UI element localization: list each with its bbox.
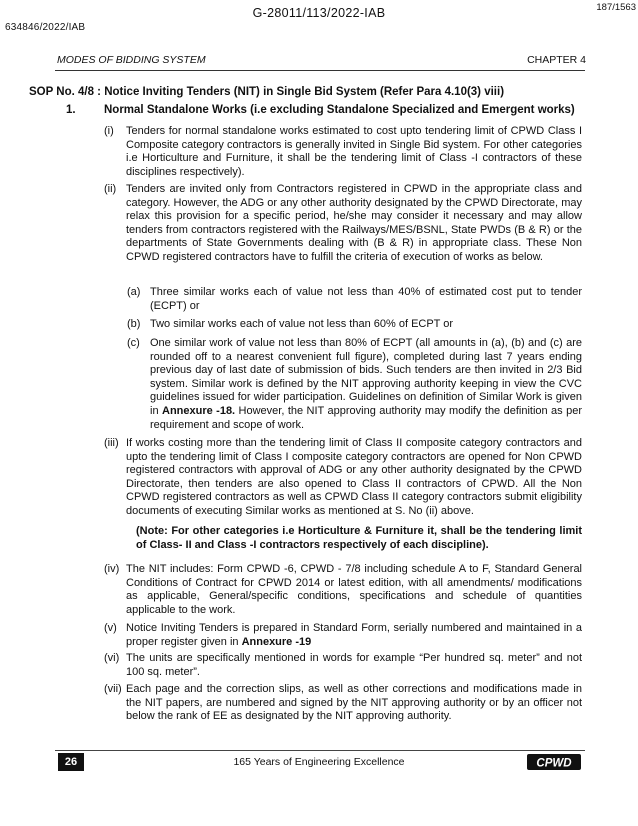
clause-v	[104, 622, 582, 649]
annexure-19-ref: Annexure -19	[241, 635, 312, 648]
subclause-c	[127, 337, 582, 432]
clause-i	[104, 125, 582, 179]
annexure-18-ref: Annexure -18.	[162, 404, 236, 417]
clause-text: Each page and the correction slips, as well as other corrections and modifications made in the NIT papers, are numbered and signed by the NIT approving authority or by an officer not below the rank of EE as designated by the NIT approving authority.	[126, 683, 582, 723]
clause-marker: (ii)	[104, 183, 117, 195]
clause-marker: (vii)	[104, 683, 122, 695]
subclause-marker: (a)	[127, 286, 141, 298]
note-text: (Note: For other categories i.e Horticulture & Furniture it, shall be the tendering limit of Class- II and Class -I contractors respectively of each discipline).	[136, 525, 582, 551]
cpwd-logo-text: CPWD	[536, 757, 572, 770]
cpwd-logo	[526, 753, 582, 771]
section-heading	[66, 104, 575, 116]
running-header-title: MODES OF BIDDING SYSTEM	[57, 54, 206, 66]
footer-tagline: 165 Years of Engineering Excellence	[233, 756, 405, 768]
file-stamp-top: G-28011/113/2022-IAB	[252, 6, 386, 20]
clause-vi	[104, 652, 582, 679]
subclause-b	[127, 318, 582, 332]
clause-text	[126, 622, 582, 649]
clause-marker: (vi)	[104, 652, 120, 664]
subclause-text: Two similar works each of value not less than 60% of ECPT or	[150, 318, 454, 330]
subclause-text-part: However, the NIT approving authority may modify the definition as per requirement and scope of work.	[150, 404, 583, 431]
clause-iv	[104, 563, 582, 617]
page-number: 26	[58, 753, 84, 771]
clause-text: The NIT includes: Form CPWD -6, CPWD - 7/8 including schedule A to F, Standard General Conditions of Contract for CPWD 2014 or latest edition, with all amendments/ modifications as applicable, General/specific conditions, specifications and schedule of quantities applicable to the work.	[126, 563, 582, 616]
clause-marker: (i)	[104, 125, 114, 137]
subclause-text	[150, 337, 582, 432]
subclause-marker: (c)	[127, 337, 140, 349]
running-header-chapter: CHAPTER 4	[527, 54, 586, 66]
section-number: 1.	[66, 104, 76, 116]
clause-vii	[104, 683, 582, 724]
subclause-a	[127, 286, 582, 313]
sop-title: SOP No. 4/8 : Notice Inviting Tenders (NIT) in Single Bid System (Refer Para 4.10(3) viii)	[29, 86, 505, 98]
clause-text: Tenders for normal standalone works estimated to cost upto tendering limit of CPWD Class I Composite category contractors is generally invited in Single Bid system. For other categories i.e Horticulture and Furniture, it shall be the tendering limit of Class -I contractors of these disciplines respectively).	[126, 125, 582, 178]
header-rule	[55, 70, 585, 71]
clause-iii	[104, 437, 582, 519]
cpwd-logo-mark	[526, 753, 582, 771]
clause-text-part: Notice Inviting Tenders is prepared in Standard Form, serially numbered and maintained in a proper register given in	[126, 622, 582, 648]
clause-text: Tenders are invited only from Contractors registered in CPWD in the appropriate class and category. However, the ADG or any other authority designated by the CPWD Directorate, may relax this provision for a specific period, he/she may consider it necessary and may allow tenders from contractors registered with the Railways/MES/BSNL, State PWDs (B & R) or the departments of State Governments dealing with (B & R) in appropriate class. These Non CPWD registered contractors have to fulfill the criteria of execution of works as below.	[126, 183, 582, 263]
clause-marker: (iv)	[104, 563, 120, 575]
subclause-marker: (b)	[127, 318, 141, 330]
clause-ii	[104, 183, 582, 265]
clause-marker: (v)	[104, 622, 117, 634]
section-title: Normal Standalone Works (i.e excluding Standalone Specialized and Emergent works)	[104, 104, 575, 116]
clause-text: If works costing more than the tendering limit of Class II composite category contractors and upto the tendering limit of Class I composite category contractors are opened for Non CPWD registered contractors with approval of ADG or any other authority designated by the CPWD Directorate, then tenders are also opened to Class II contractors of CPWD. All the Non CPWD registered contractors as well as CPWD Class II category contractors submit eligibility documents of executing Similar works as mentioned at S. No (ii) above.	[126, 437, 582, 517]
subclause-text: Three similar works each of value not less than 40% of estimated cost put to tender (ECPT) or	[150, 286, 582, 312]
clause-marker: (iii)	[104, 437, 119, 449]
footer-rule	[55, 750, 585, 751]
page-counter: 187/1563	[596, 2, 636, 13]
subclause-text-part: One similar work of value not less than 80% of ECPT (all amounts in (a), (b) and (c) are rounded off to a nearest convenient full figure), completed during last 7 years ending previous day of last date of submission of bids. Such tenders are then invited in 2/3 Bid system. Similar work is defined by the NIT approving authority keeping in view the CVC guidelines issued for wider participation. Guidelines on definition of Similar Work is given in	[150, 337, 582, 417]
clause-text: The units are specifically mentioned in words for example “Per hundred sq. meter” and not 100 sq. meter”.	[126, 652, 582, 678]
file-stamp-left: 634846/2022/IAB	[5, 22, 86, 33]
